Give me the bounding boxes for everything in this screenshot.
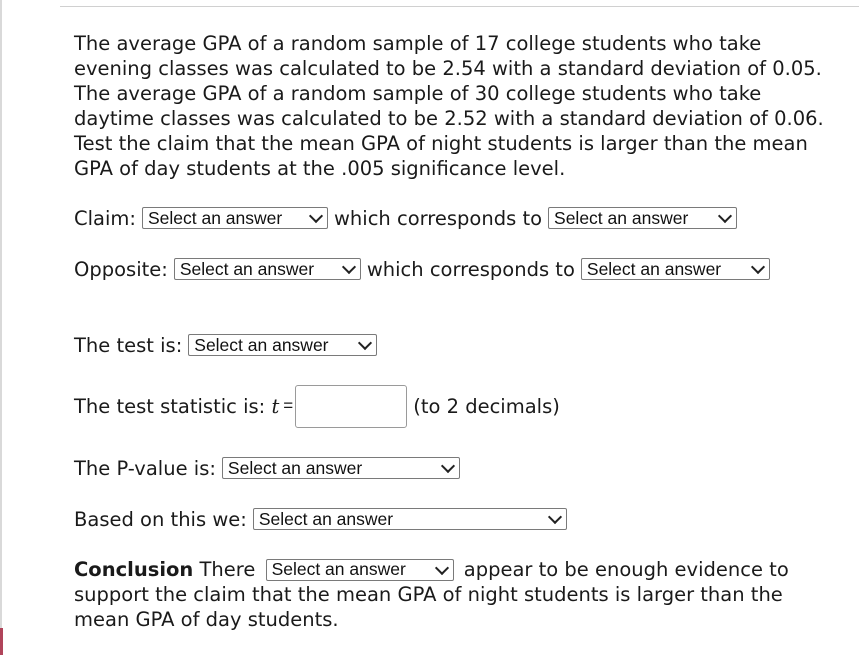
chevron-down-icon — [751, 260, 765, 274]
claim-label: Claim: — [74, 206, 136, 230]
t-symbol: t — [271, 394, 280, 418]
claim-symbol-select-value: Select an answer — [554, 207, 689, 228]
opposite-symbol-select[interactable] — [581, 258, 770, 280]
top-divider — [60, 6, 859, 7]
opposite-row — [74, 256, 776, 282]
test-statistic-label: The test statistic is: — [74, 394, 266, 418]
chevron-down-icon — [358, 336, 372, 350]
conclusion-label: Conclusion — [74, 558, 194, 581]
conclusion-select-value: Select an answer — [271, 559, 406, 579]
opposite-label: Opposite: — [74, 257, 168, 281]
conclusion-paragraph — [74, 557, 834, 632]
opposite-connector: which corresponds to — [366, 257, 575, 281]
problem-statement: The average GPA of a random sample of 17 college students who take evening classes was calculated to be 2.54 with a standard deviation of 0.05. The average GPA of a random sample of 30 college students who take daytime classes was calculated to be 2.52 with a standard deviation of 0.06. Test the claim that the mean GPA of night students is larger than the mean GPA of day students at the .005 significance level. — [74, 32, 824, 180]
conclusion-after: appear to be enough evidence to support the claim that the mean GPA of night students is larger than the mean GPA of day students. — [74, 558, 789, 631]
p-value-label: The P-value is: — [74, 456, 216, 480]
p-value-select[interactable] — [222, 457, 460, 479]
decision-label: Based on this we: — [74, 507, 247, 531]
test-type-select[interactable] — [188, 334, 377, 356]
opposite-select-value: Select an answer — [179, 258, 315, 279]
claim-select[interactable] — [142, 207, 328, 229]
decision-select-value: Select an answer — [258, 508, 394, 529]
test-type-select-value: Select an answer — [194, 334, 329, 355]
test-statistic-hint: (to 2 decimals) — [413, 394, 560, 418]
p-value-row — [74, 455, 466, 481]
test-type-row — [74, 332, 383, 358]
test-statistic-row — [74, 384, 560, 428]
chevron-down-icon — [342, 260, 356, 274]
conclusion-before: There — [199, 558, 256, 581]
opposite-symbol-select-value: Select an answer — [586, 258, 722, 279]
left-border — [0, 0, 2, 655]
claim-symbol-select[interactable] — [548, 207, 737, 229]
decision-select[interactable] — [253, 508, 567, 530]
conclusion-select[interactable] — [266, 559, 454, 581]
opposite-select[interactable] — [174, 258, 361, 280]
chevron-down-icon — [718, 209, 732, 223]
test-type-label: The test is: — [74, 333, 183, 357]
question-body — [74, 31, 844, 631]
claim-connector: which corresponds to — [333, 206, 543, 230]
chevron-down-icon — [309, 209, 323, 223]
claim-select-value: Select an answer — [147, 207, 283, 228]
chevron-down-icon — [441, 459, 455, 473]
test-statistic-input[interactable] — [295, 385, 407, 428]
left-accent-mark — [0, 628, 3, 655]
decision-row — [74, 506, 573, 532]
equals-sign: = — [283, 396, 294, 415]
chevron-down-icon — [434, 560, 448, 574]
p-value-select-value: Select an answer — [227, 457, 363, 478]
chevron-down-icon — [548, 510, 562, 524]
claim-row — [74, 205, 743, 231]
